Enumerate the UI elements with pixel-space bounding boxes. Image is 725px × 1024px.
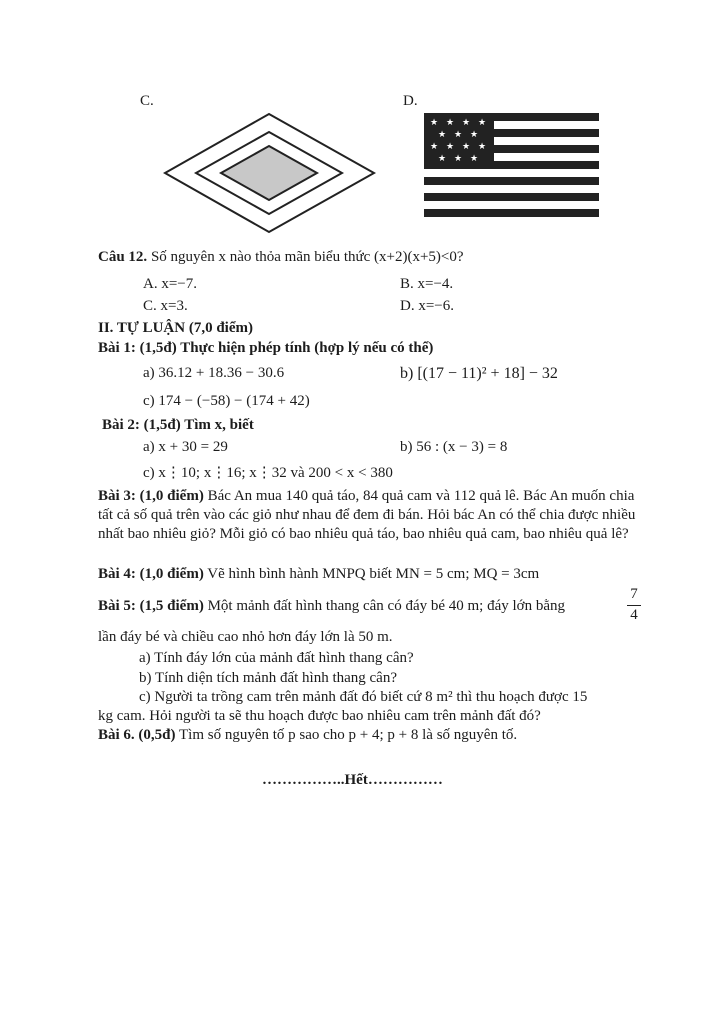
bai-1-a: a) 36.12 + 18.36 − 30.6 xyxy=(143,365,285,381)
bai-5-text-2: lần đáy bé và chiều cao nhỏ hơn đáy lớn là 50 m. xyxy=(98,629,393,645)
svg-text:★: ★ xyxy=(462,118,471,128)
bai-4-text: Vẽ hình bình hành MNPQ biết MN = 5 cm; MQ = 3cm xyxy=(203,566,540,582)
question-12 xyxy=(98,249,464,266)
bai-5-c1: c) Người ta trồng cam trên mảnh đất đó biết cứ 8 m² thì thu hoạch được 15 xyxy=(139,689,588,705)
fraction-bar xyxy=(627,605,641,606)
end-marker: ……………..Hết…………… xyxy=(262,772,443,788)
svg-text:★: ★ xyxy=(454,130,463,140)
svg-text:★: ★ xyxy=(470,154,479,164)
svg-text:★: ★ xyxy=(438,130,447,140)
bai-5-b: b) Tính diện tích mảnh đất hình thang cân? xyxy=(139,670,397,686)
q12-option-d: D. x=−6. xyxy=(400,298,455,314)
q12-option-b: B. x=−4. xyxy=(400,276,454,292)
bai-2-b: b) 56 : (x − 3) = 8 xyxy=(400,439,508,455)
bai-3-label: Bài 3: (1,0 điểm) xyxy=(98,488,204,504)
svg-text:★: ★ xyxy=(430,118,439,128)
bai-5-label: Bài 5: (1,5 điểm) xyxy=(98,598,204,614)
bai-1-title: Bài 1: (1,5đ) Thực hiện phép tính (hợp lý nếu có thể) xyxy=(98,340,434,356)
bai-1-c: c) 174 − (−58) − (174 + 42) xyxy=(143,393,310,409)
nested-rhombus-figure xyxy=(162,112,377,234)
bai-2-title: Bài 2: (1,5đ) Tìm x, biết xyxy=(102,417,254,433)
svg-text:★: ★ xyxy=(438,154,447,164)
bai-4 xyxy=(98,566,539,583)
bai-6 xyxy=(98,727,517,744)
bai-5-c2: kg cam. Hỏi người ta sẽ thu hoạch được bao nhiêu cam trên mảnh đất đó? xyxy=(98,708,541,724)
svg-text:★: ★ xyxy=(430,142,439,152)
bai-4-label: Bài 4: (1,0 điểm) xyxy=(98,566,204,582)
bai-5 xyxy=(98,598,565,615)
bai-5-text: Một mảnh đất hình thang cân có đáy bé 40 m; đáy lớn bằng xyxy=(203,598,566,614)
question-12-title: Câu 12. xyxy=(98,249,148,265)
svg-text:★: ★ xyxy=(478,142,487,152)
bai-3 xyxy=(98,487,646,544)
figure-d-label: D. xyxy=(403,93,418,109)
svg-text:★: ★ xyxy=(446,118,455,128)
svg-text:★: ★ xyxy=(454,154,463,164)
fraction-numerator: 7 xyxy=(630,586,638,602)
svg-text:★: ★ xyxy=(446,142,455,152)
svg-text:★: ★ xyxy=(478,118,487,128)
question-12-text: Số nguyên x nào thỏa mãn biểu thức (x+2)(x+5)<0? xyxy=(150,249,464,265)
bai-6-text: Tìm số nguyên tố p sao cho p + 4; p + 8 là số nguyên tố. xyxy=(175,727,518,743)
q12-option-c: C. x=3. xyxy=(143,298,188,314)
bai-2-a: a) x + 30 = 29 xyxy=(143,439,228,455)
bai-1-b: b) [(17 − 11)² + 18] − 32 xyxy=(400,365,558,382)
fraction-denominator: 4 xyxy=(630,607,638,623)
section-2-title: II. TỰ LUẬN (7,0 điểm) xyxy=(98,320,254,336)
flag-figure xyxy=(424,113,599,217)
bai-2-c: c) x⋮10; x⋮16; x⋮32 và 200 < x < 380 xyxy=(143,465,393,481)
bai-3-text: Bác An mua 140 quả táo, 84 quả cam và 112 quả lê. Bác An muốn chia tất cả số quả trên vào các giỏ như nhau để đem đi bán. Hỏi bác An có thể chia được nhiều nhất bao nhiêu giỏ? Mỗi giỏ có bao nhiêu quả táo, bao nhiêu quả cam, bao nhiêu quả lê? xyxy=(98,488,636,542)
bai-6-label: Bài 6. (0,5đ) xyxy=(98,727,176,743)
figure-c-label: C. xyxy=(140,93,154,109)
q12-option-a: A. x=−7. xyxy=(143,276,198,292)
svg-text:★: ★ xyxy=(470,130,479,140)
svg-text:★: ★ xyxy=(462,142,471,152)
bai-5-a: a) Tính đáy lớn của mảnh đất hình thang cân? xyxy=(139,650,414,666)
